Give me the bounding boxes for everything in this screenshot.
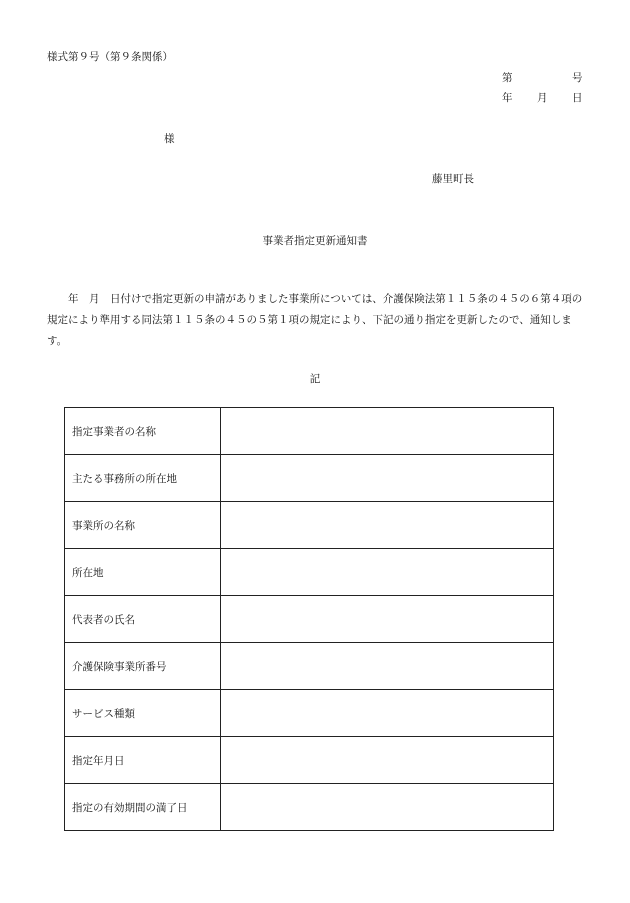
table-row [65,549,554,596]
designation-info-table [64,407,554,831]
sender-name: 藤里町長 [432,173,474,185]
table-row [65,408,554,455]
issue-date-day: 日 [572,92,583,104]
row-label: 指定の有効期間の満了日 [65,784,221,831]
row-value[interactable] [221,408,554,455]
table-row [65,596,554,643]
ki-marker: 記 [309,373,321,385]
row-label: 指定事業者の名称 [65,408,221,455]
issue-date-year: 年 [502,92,513,104]
row-label: 事業所の名称 [65,502,221,549]
row-value[interactable] [221,596,554,643]
addressee-honorific: 様 [164,133,175,145]
row-label: 所在地 [65,549,221,596]
table-row [65,455,554,502]
row-value[interactable] [221,643,554,690]
form-number: 様式第９号（第９条関係） [47,51,173,63]
row-value[interactable] [221,502,554,549]
row-label: 代表者の氏名 [65,596,221,643]
body-paragraph: 年 月 日付けで指定更新の申請がありました事業所については、介護保険法第１１５条の４５の６第４項の規定により準用する同法第１１５条の４５の５第１項の規定により、下記の通り指定を更新したので、通知します。 [47,293,583,347]
document-number-suffix: 号 [572,72,583,84]
row-label: サービス種類 [65,690,221,737]
row-label: 主たる事務所の所在地 [65,455,221,502]
row-label: 介護保険事業所番号 [65,643,221,690]
row-value[interactable] [221,784,554,831]
table-row [65,784,554,831]
row-value[interactable] [221,690,554,737]
row-label: 指定年月日 [65,737,221,784]
document-title: 事業者指定更新通知書 [262,235,368,247]
table-row [65,690,554,737]
table-row [65,737,554,784]
document-number-prefix: 第 [502,72,513,84]
row-value[interactable] [221,549,554,596]
issue-date-month: 月 [537,92,548,104]
row-value[interactable] [221,737,554,784]
table-row [65,502,554,549]
row-value[interactable] [221,455,554,502]
table-row [65,643,554,690]
